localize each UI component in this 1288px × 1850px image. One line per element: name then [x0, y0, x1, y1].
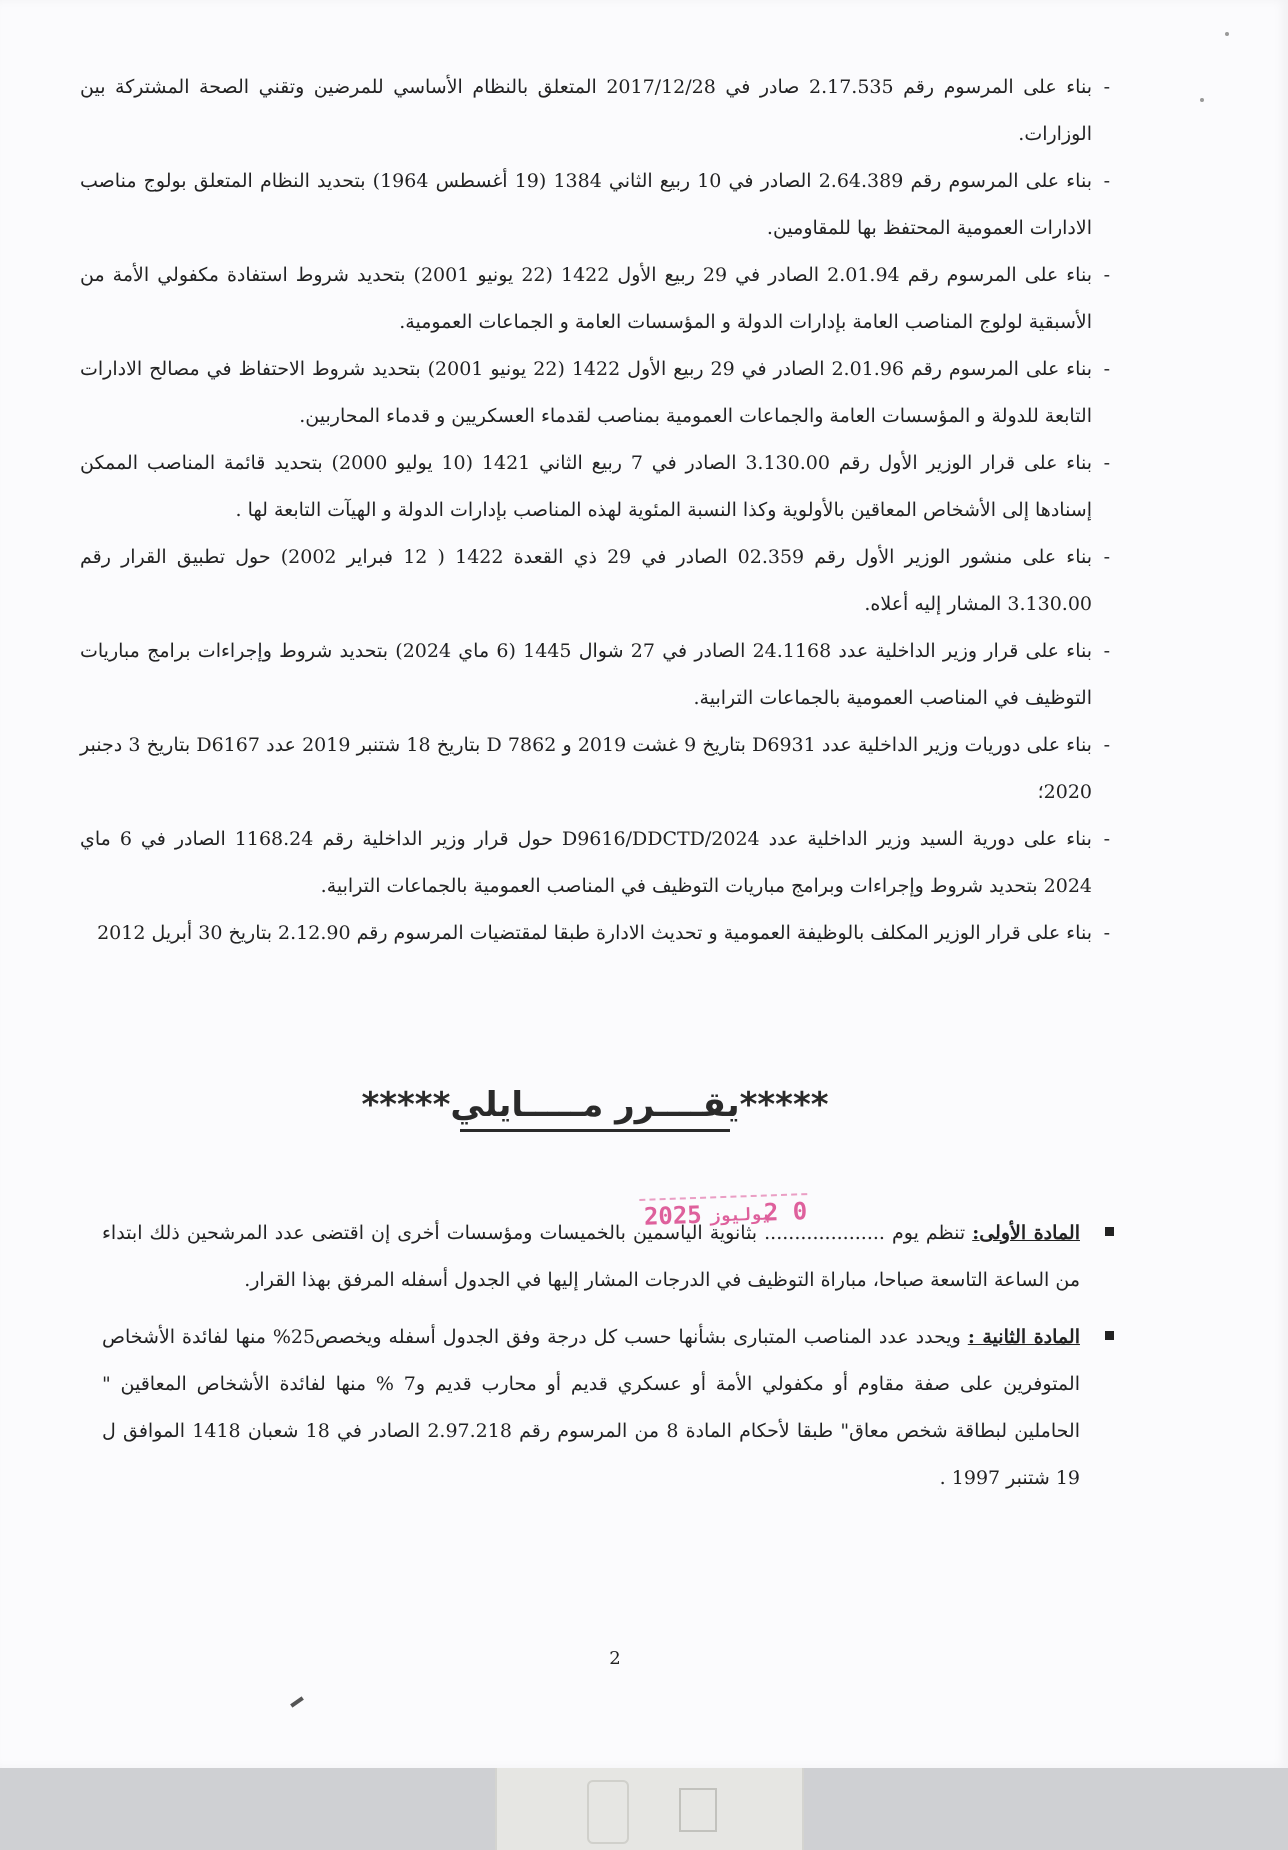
scan-speck: [1200, 98, 1204, 102]
article-second: [102, 1314, 1080, 1502]
consideration-item: - بناء على قرار وزير الداخلية عدد 24.1168 الصادر في 27 شوال 1445 (6 ماي 2024) بتحديد شروط وإجراءات برامج مباريات التوظيف في المناصب العمومية بالجماعات الترابية.: [80, 628, 1110, 722]
title-underline: [460, 1129, 730, 1132]
faint-shape: [679, 1788, 717, 1832]
article-label: المادة الأولى:: [972, 1222, 1080, 1244]
articles-list: [80, 1210, 1080, 1512]
consideration-item: - بناء على دورية السيد وزير الداخلية عدد D9616/DDCTD/2024 حول قرار وزير الداخلية رقم 1168.24 الصادر في 6 ماي 2024 بتحديد شروط وإجراءات وبرامج مباريات التوظيف في المناصب العمومية بالجماعات الترابية.: [80, 816, 1110, 910]
bullet-icon: [1105, 1331, 1114, 1340]
bullet-icon: [1105, 1227, 1114, 1236]
consideration-item: - بناء على منشور الوزير الأول رقم 02.359 الصادر في 29 ذي القعدة 1422 ( 12 فبراير 2002) حول تطبيق القرار رقم 3.130.00 المشار إليه أعلاه.: [80, 534, 1110, 628]
page-number: 2: [609, 1648, 621, 1669]
consideration-item: - بناء على المرسوم رقم 2.64.389 الصادر في 10 ربيع الثاني 1384 (19 أغسطس 1964) بتحديد النظام المتعلق بولوج مناصب الادارات العمومية المحتفظ بها للمقاومين.: [80, 158, 1110, 252]
stamp-day: 2 0: [763, 1197, 808, 1227]
consideration-item: - بناء على قرار الوزير المكلف بالوظيفة العمومية و تحديث الادارة طبقا لمقتضيات المرسوم رقم 2.12.90 بتاريخ 30 أبريل 2012: [80, 910, 1110, 957]
consideration-item: - بناء على المرسوم رقم 2.01.96 الصادر في 29 ربيع الأول 1422 (22 يونيو 2001) بتحديد شروط الاحتفاظ في مصالح الادارات التابعة للدولة و المؤسسات العامة والجماعات العمومية بمناصب لقدماء العسكريين و قدماء المحاربين.: [80, 346, 1110, 440]
article-label: المادة الثانية :: [967, 1326, 1080, 1348]
consideration-item: - بناء على قرار الوزير الأول رقم 3.130.00 الصادر في 7 ربيع الثاني 1421 (10 يوليو 2000) بتحديد قائمة المناصب الممكن إسنادها إلى الأشخاص المعاقين بالأولوية وكذا النسبة المئوية لهذه المناصب بإدارات الدولة و الهيآت التابعة لها .: [80, 440, 1110, 534]
considerations-list: [80, 64, 1110, 957]
blank-date-field: ....................: [764, 1222, 885, 1244]
decree-title-text: *****يقــــرر مـــــايلي*****: [361, 1085, 829, 1125]
article-text: بثانوية الياسمين بالخميسات ومؤسسات أخرى إن اقتضى عدد المرشحين ذلك ابتداء من الساعة التاسعة صباحا، مباراة التوظيف في الدرجات المشار إليها في الجدول أسفله المرفق بهذا القرار.: [102, 1222, 1080, 1291]
decree-title: [360, 1085, 830, 1132]
article-text: ويحدد عدد المناصب المتبارى بشأنها حسب كل درجة وفق الجدول أسفله ويخصص25% منها لفائدة الأشخاص المتوفرين على صفة مقاوم أو مكفولي الأمة أو عسكري قديم أو محارب قديم و7 % منها لفائدة الأشخاص المعاقين " الحاملين لبطاقة شخص معاق" طبقا لأحكام المادة 8 من المرسوم رقم 2.97.218 الصادر في 18 شعبان 1418 الموافق ل 19 شتنبر 1997 .: [102, 1326, 1080, 1489]
underlying-page: [495, 1768, 804, 1850]
stamp-year: 2025: [643, 1200, 703, 1231]
article-first: [102, 1210, 1080, 1304]
consideration-item: - بناء على المرسوم رقم 2.17.535 صادر في 2017/12/28 المتعلق بالنظام الأساسي للمرضين وتقني الصحة المشتركة بين الوزارات.: [80, 64, 1110, 158]
stamp-month: يوليوز: [709, 1204, 772, 1227]
ink-mark: [290, 1696, 304, 1707]
scan-speck: [1225, 32, 1229, 36]
consideration-item: - بناء على المرسوم رقم 2.01.94 الصادر في 29 ربيع الأول 1422 (22 يونيو 2001) بتحديد شروط استفادة مكفولي الأمة من الأسبقية لولوج المناصب العامة بإدارات الدولة و المؤسسات العامة و الجماعات العمومية.: [80, 252, 1110, 346]
article-text: تنظم يوم: [891, 1222, 966, 1244]
consideration-item: - بناء على دوريات وزير الداخلية عدد D6931 بتاريخ 9 غشت 2019 و D 7862 بتاريخ 18 شتنبر 2019 عدد D6167 بتاريخ 3 دجنبر 2020؛: [80, 722, 1110, 816]
faint-shape: [587, 1780, 629, 1844]
